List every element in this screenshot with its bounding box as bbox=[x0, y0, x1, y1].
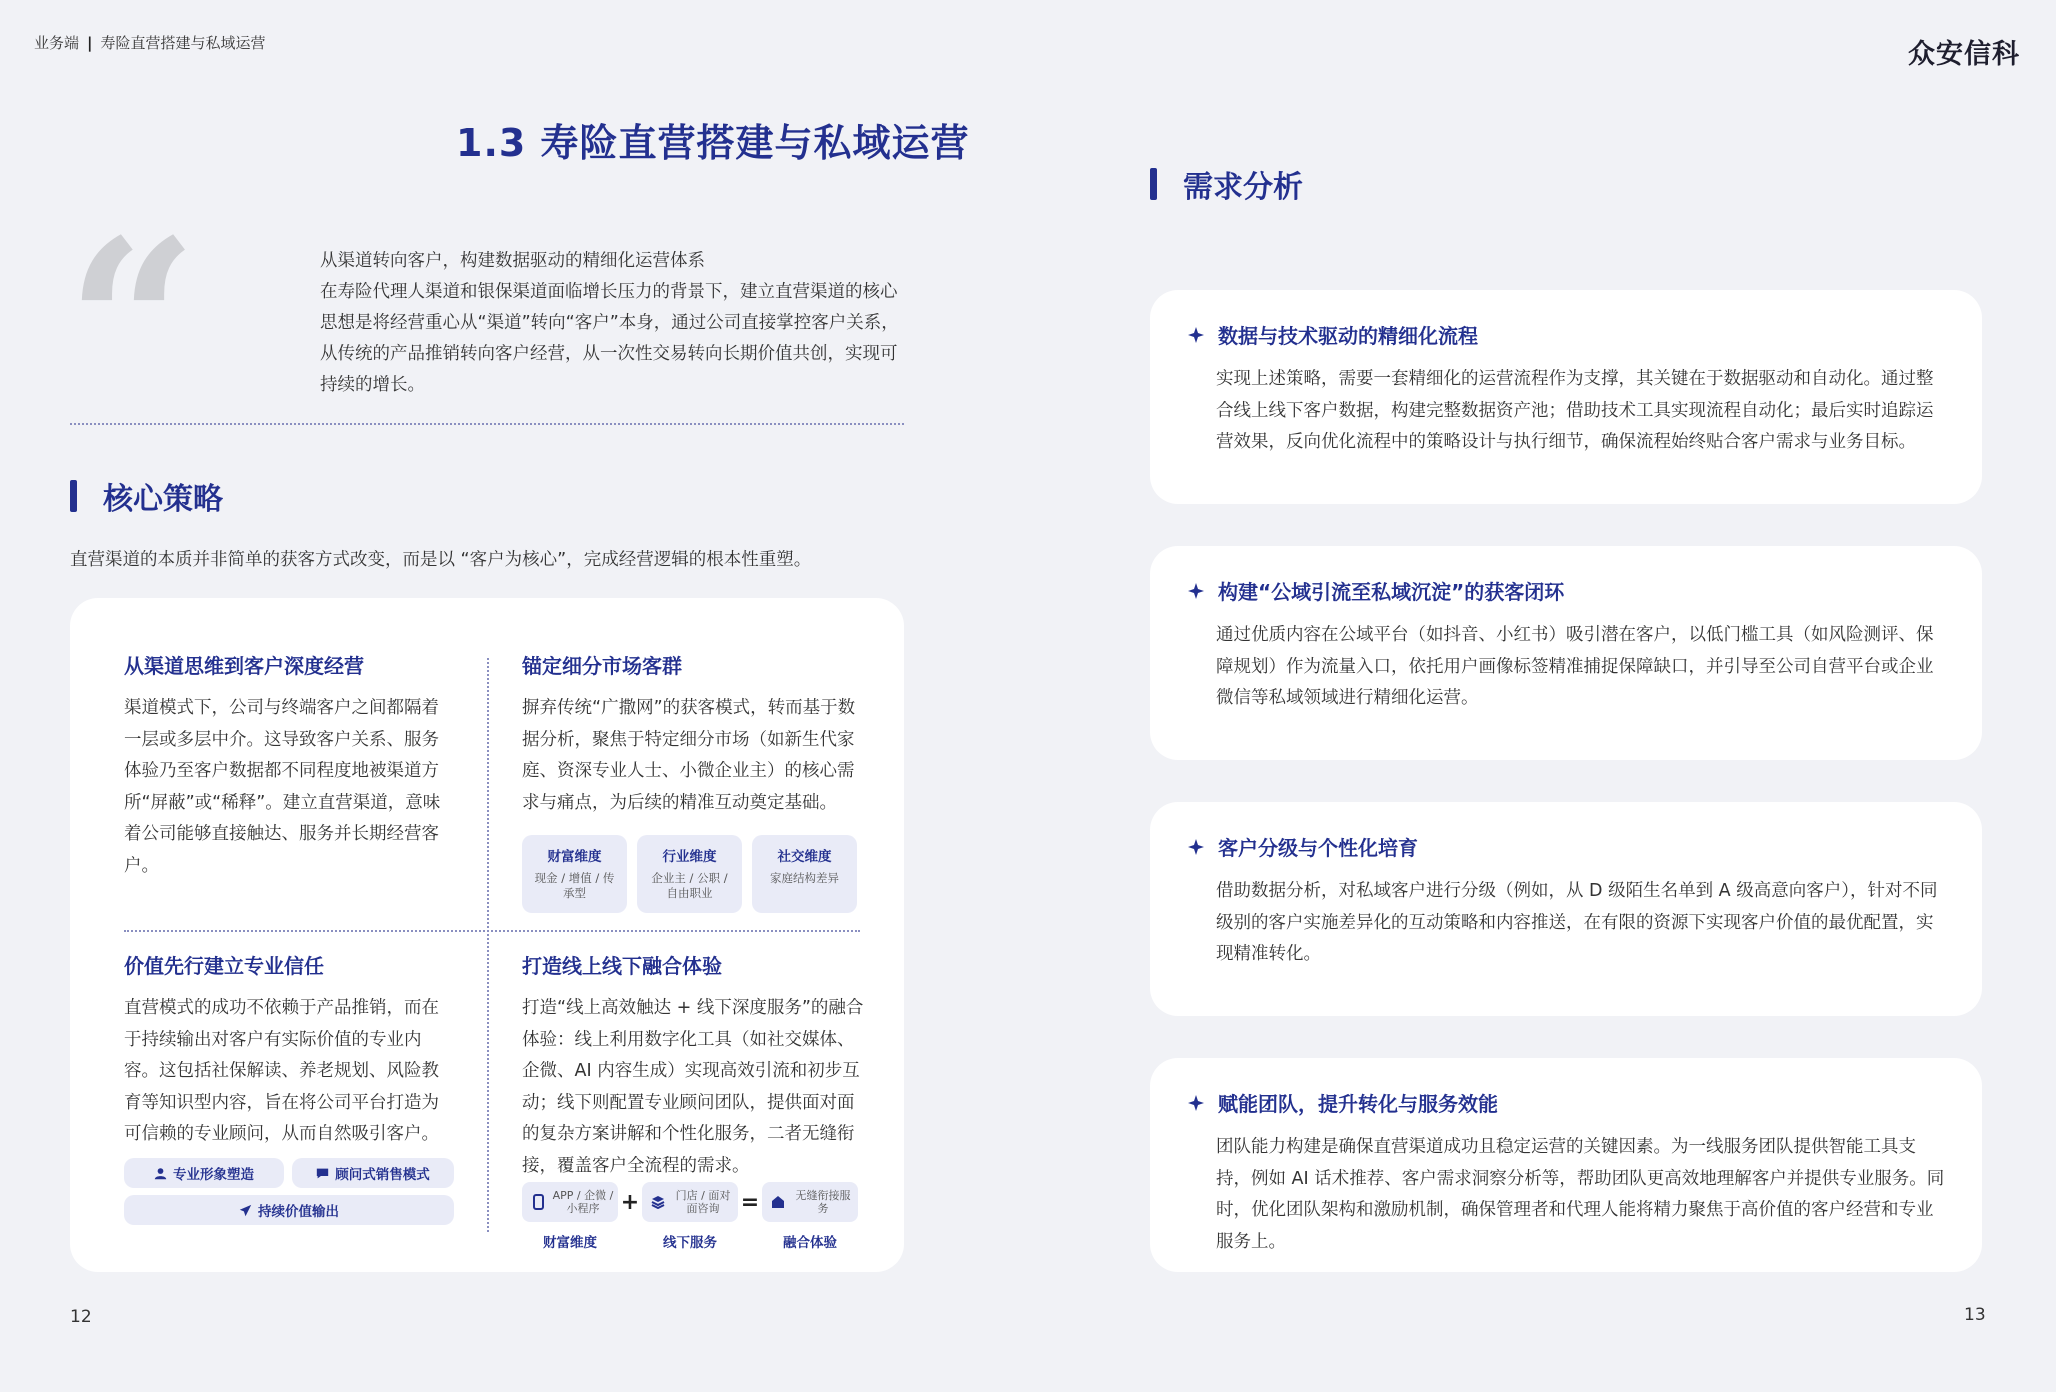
chip-title: 行业维度 bbox=[662, 849, 717, 865]
needs-card-segmentation bbox=[1150, 802, 1982, 1016]
flow-offline bbox=[642, 1182, 738, 1222]
cell-body: 直营模式的成功不依赖于产品推销，而在于持续输出对客户有实际价值的专业内容。这包括社保解读、养老规划、风险教育等知识型内容，旨在将公司平台打造为可信赖的专业顾问，从而自然吸引客户。 bbox=[124, 998, 439, 1144]
flow-online bbox=[522, 1182, 618, 1222]
cell-title: 打造线上线下融合体验 bbox=[522, 954, 722, 978]
strategy-cell-channel bbox=[124, 650, 454, 882]
strategy-cell-segment bbox=[522, 650, 866, 913]
card-title-text: 客户分级与个性化培育 bbox=[1218, 836, 1418, 860]
brand-logo: 众安信科 bbox=[1908, 39, 2020, 70]
flow-text: 门店 / 面对面咨询 bbox=[675, 1189, 731, 1215]
needs-card-acquisition-loop bbox=[1150, 546, 1982, 760]
strategy-title-text: 核心策略 bbox=[103, 482, 223, 517]
card-body: 借助数据分析，对私域客户进行分级（例如，从 D 级陌生名单到 A 级高意向客户），针对不同级别的客户实施差异化的互动策略和内容推送，在有限的资源下实现客户价值的最优配置，实现精准转化。 bbox=[1216, 881, 1938, 964]
card-body: 团队能力构建是确保直营渠道成功且稳定运营的关键因素。为一线服务团队提供智能工具支持，例如 AI 话术推荐、客户需求洞察分析等，帮助团队更高效地理解客户并提供专业服务。同时，优化团队架构和激励机制，确保管理者和代理人能将精力聚焦于高价值的客户经营和专业服务上。 bbox=[1216, 1137, 1945, 1252]
right-page bbox=[1028, 0, 2056, 1392]
star-icon bbox=[1188, 327, 1204, 343]
needs-card-data-driven bbox=[1150, 290, 1982, 504]
vertical-divider bbox=[487, 658, 489, 1232]
flow-text: APP / 企微 / 小程序 bbox=[552, 1189, 614, 1215]
card-title bbox=[1188, 832, 1418, 861]
home-icon bbox=[771, 1195, 785, 1209]
strategy-cell-omnichannel bbox=[522, 950, 866, 1182]
flow-label-fusion: 融合体验 bbox=[783, 1235, 837, 1251]
chip-desc: 现金 / 增值 / 传承型 bbox=[534, 871, 615, 900]
page-number: 13 bbox=[1964, 1305, 1986, 1325]
equals-icon: = bbox=[740, 1189, 760, 1215]
breadcrumb-separator: | bbox=[87, 33, 93, 52]
cell-body: 打造“线上高效触达 + 线下深度服务”的融合体验：线上利用数字化工具（如社交媒体、企微、AI 内容生成）实现高效引流和初步互动；线下则配置专业顾问团队，提供面对面的复杂方案讲解和个性化服务，二者无缝衔接，覆盖客户全流程的需求。 bbox=[522, 998, 864, 1176]
star-icon bbox=[1188, 1095, 1204, 1111]
flow-label-offline: 线下服务 bbox=[663, 1235, 717, 1251]
strategy-lead: 直营渠道的本质并非简单的获客方式改变，而是以 “客户为核心”，完成经营逻辑的根本性重塑。 bbox=[70, 550, 812, 570]
chip-desc: 企业主 / 公职 / 自由职业 bbox=[651, 871, 728, 900]
send-icon bbox=[239, 1204, 252, 1217]
cell-title: 锚定细分市场客群 bbox=[522, 654, 682, 678]
flow-text: 无缝衔接服务 bbox=[795, 1189, 851, 1215]
page-title: 1.3 寿险直营搭建与私域运营 bbox=[456, 121, 970, 165]
star-icon bbox=[1188, 583, 1204, 599]
chip-desc: 家庭结构差异 bbox=[770, 871, 839, 885]
flow-label-online: 财富维度 bbox=[543, 1235, 597, 1251]
star-icon bbox=[1188, 839, 1204, 855]
pill-label: 持续价值输出 bbox=[258, 1204, 339, 1220]
quote-mark-icon: “ bbox=[66, 190, 199, 460]
page-number: 12 bbox=[70, 1307, 92, 1327]
pill-professional-image bbox=[124, 1158, 284, 1188]
breadcrumb bbox=[34, 32, 266, 53]
section-bar bbox=[1150, 168, 1157, 200]
intro-body: 在寿险代理人渠道和银保渠道面临增长压力的背景下，建立直营渠道的核心思想是将经营重心从“渠道”转向“客户”本身，通过公司直接掌控客户关系，从传统的产品推销转向客户经营，从一次性交易转向长期价值共创，实现可持续的增长。 bbox=[320, 282, 899, 395]
dimension-chip-wealth bbox=[522, 835, 627, 913]
needs-section-title bbox=[1150, 162, 1303, 206]
phone-icon bbox=[533, 1194, 544, 1210]
intro-heading: 从渠道转向客户，构建数据驱动的精细化运营体系 bbox=[320, 251, 705, 271]
strategy-section-title bbox=[70, 474, 223, 518]
cell-title: 从渠道思维到客户深度经营 bbox=[124, 654, 364, 678]
section-bar bbox=[70, 480, 77, 512]
dimension-chip-social bbox=[752, 835, 857, 913]
cell-body: 渠道模式下，公司与终端客户之间都隔着一层或多层中介。这导致客户关系、服务体验乃至客户数据都不同程度地被渠道方所“屏蔽”或“稀释”。建立直营渠道，意味着公司能够直接触达、服务并长期经营客户。 bbox=[124, 698, 441, 876]
chip-title: 社交维度 bbox=[777, 849, 832, 865]
pill-consultative-sales bbox=[292, 1158, 454, 1188]
strategy-cell-value bbox=[124, 950, 454, 1151]
fusion-flow bbox=[522, 1182, 858, 1222]
needs-title-text: 需求分析 bbox=[1183, 170, 1303, 205]
card-title bbox=[1188, 320, 1478, 349]
cell-title: 价值先行建立专业信任 bbox=[124, 954, 324, 978]
flow-fusion bbox=[762, 1182, 858, 1222]
card-title bbox=[1188, 1088, 1498, 1117]
dimension-chips bbox=[522, 835, 866, 913]
pill-continuous-value bbox=[124, 1195, 454, 1225]
cell-body: 摒弃传统“广撒网”的获客模式，转而基于数据分析，聚焦于特定细分市场（如新生代家庭、资深专业人士、小微企业主）的核心需求与痛点，为后续的精准互动奠定基础。 bbox=[522, 698, 856, 813]
card-title-text: 构建“公域引流至私域沉淀”的获客闭环 bbox=[1218, 580, 1565, 604]
horizontal-divider bbox=[124, 930, 860, 932]
needs-card-team-enablement bbox=[1150, 1058, 1982, 1272]
card-title-text: 数据与技术驱动的精细化流程 bbox=[1218, 324, 1478, 348]
card-body: 通过优质内容在公域平台（如抖音、小红书）吸引潜在客户，以低门槛工具（如风险测评、保障规划）作为流量入口，依托用户画像标签精准捕捉保障缺口，并引导至公司自营平台或企业微信等私域领域进行精细化运营。 bbox=[1216, 625, 1934, 708]
dimension-chip-industry bbox=[637, 835, 742, 913]
layers-icon bbox=[651, 1195, 665, 1209]
strategy-grid-card bbox=[70, 598, 904, 1272]
user-icon bbox=[154, 1167, 167, 1180]
chat-icon bbox=[316, 1167, 329, 1180]
pill-label: 专业形象塑造 bbox=[173, 1167, 254, 1183]
card-title-text: 赋能团队，提升转化与服务效能 bbox=[1218, 1092, 1498, 1116]
pill-label: 顾问式销售模式 bbox=[335, 1167, 430, 1183]
card-body: 实现上述策略，需要一套精细化的运营流程作为支撑，其关键在于数据驱动和自动化。通过整合线上线下客户数据，构建完整数据资产池；借助技术工具实现流程自动化；最后实时追踪运营效果，反向优化流程中的策略设计与执行细节，确保流程始终贴合客户需求与业务目标。 bbox=[1216, 369, 1934, 452]
chip-title: 财富维度 bbox=[547, 849, 602, 865]
breadcrumb-topic: 寿险直营搭建与私域运营 bbox=[100, 34, 266, 52]
divider bbox=[70, 423, 904, 425]
card-title bbox=[1188, 576, 1564, 605]
plus-icon: + bbox=[620, 1189, 640, 1215]
breadcrumb-section: 业务端 bbox=[34, 34, 80, 52]
intro-text bbox=[320, 246, 910, 401]
